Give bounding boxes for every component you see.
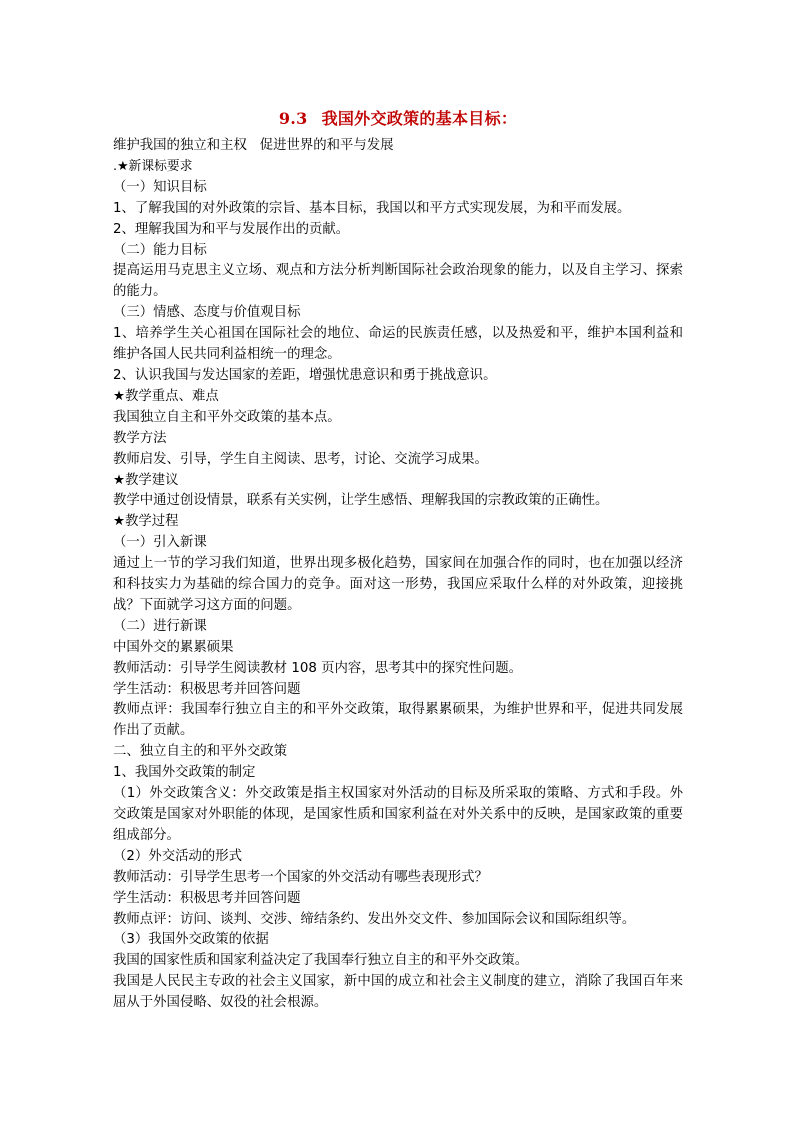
paragraph: 教师活动：引导学生阅读教材 108 页内容，思考其中的探究性问题。 — [113, 660, 523, 676]
paragraph: 1、我国外交政策的制定 — [113, 765, 256, 781]
paragraph: （一）知识目标 — [113, 179, 207, 195]
paragraph: 教师启发、引导，学生自主阅读、思考，讨论、交流学习成果。 — [113, 451, 488, 467]
paragraph: 教师点评：访问、谈判、交涉、缔结条约、发出外交文件、参加国际会议和国际组织等。 — [113, 911, 636, 927]
paragraph: 教师点评：我国奉行独立自主的和平外交政策，取得累累硕果，为维护世界和平，促进共同发展作出了贡献。 — [113, 702, 683, 739]
paragraph: ★教学建议 — [113, 472, 179, 488]
paragraph: （二）能力目标 — [113, 242, 207, 258]
paragraph: 1、了解我国的对外政策的宗旨、基本目标，我国以和平方式实现发展，为和平而发展。 — [113, 200, 631, 216]
paragraph: 2、认识我国与发达国家的差距，增强忧患意识和勇于挑战意识。 — [113, 367, 497, 383]
paragraph: ★教学重点、难点 — [113, 388, 219, 404]
paragraph: 教学中通过创设情景，联系有关实例，让学生感悟、理解我国的宗教政策的正确性。 — [113, 493, 609, 509]
paragraph: （三）情感、态度与价值观目标 — [113, 305, 301, 321]
paragraph: （2）外交活动的形式 — [113, 848, 243, 864]
paragraph: （1）外交政策含义：外交政策是指主权国家对外活动的目标及所采取的策略、方式和手段。外交政策是国家对外职能的体现，是国家性质和国家利益在对外关系中的反映，是国家政策的重要组成部分。 — [113, 786, 683, 843]
paragraph: .★新课标要求 — [113, 158, 193, 174]
title-text: 我国外交政策的基本目标： — [321, 109, 518, 128]
paragraph: （二）进行新课 — [113, 618, 207, 634]
document-page — [113, 107, 683, 1014]
document-body — [113, 136, 683, 1014]
paragraph: 我国的国家性质和国家利益决定了我国奉行独立自主的和平外交政策。 — [113, 953, 529, 969]
paragraph: 我国独立自主和平外交政策的基本点。 — [113, 409, 341, 425]
paragraph: 提高运用马克思主义立场、观点和方法分析判断国际社会政治现象的能力，以及自主学习、探索的能力。 — [113, 263, 683, 300]
paragraph: 中国外交的累累硕果 — [113, 639, 234, 655]
paragraph: 2、理解我国为和平与发展作出的贡献。 — [113, 221, 350, 237]
paragraph: 学生活动：积极思考并回答问题 — [113, 890, 301, 906]
paragraph: 通过上一节的学习我们知道，世界出现多极化趋势，国家间在加强合作的同时，也在加强以经济和科技实力为基础的综合国力的竞争。面对这一形势，我国应采取什么样的对外政策，迎接挑战？下面就学习这方面的问题。 — [113, 556, 683, 613]
paragraph: 二、独立自主的和平外交政策 — [113, 744, 288, 760]
paragraph: 1、培养学生关心祖国在国际社会的地位、命运的民族责任感，以及热爱和平，维护本国利益和维护各国人民共同利益相统一的理念。 — [113, 326, 683, 363]
section-number: 9.3 — [278, 109, 308, 128]
paragraph: 教师活动：引导学生思考一个国家的外交活动有哪些表现形式？ — [113, 869, 488, 885]
paragraph: 教学方法 — [113, 430, 167, 446]
paragraph: （3）我国外交政策的依据 — [113, 932, 269, 948]
paragraph: 维护我国的独立和主权 促进世界的和平与发展 — [113, 138, 394, 153]
paragraph: （一）引入新课 — [113, 535, 207, 551]
page-title — [113, 107, 683, 131]
paragraph: 学生活动：积极思考并回答问题 — [113, 681, 301, 697]
paragraph: 我国是人民民主专政的社会主义国家，新中国的成立和社会主义制度的建立，消除了我国百年来屈从于外国侵略、奴役的社会根源。 — [113, 974, 683, 1011]
paragraph: ★教学过程 — [113, 514, 179, 530]
